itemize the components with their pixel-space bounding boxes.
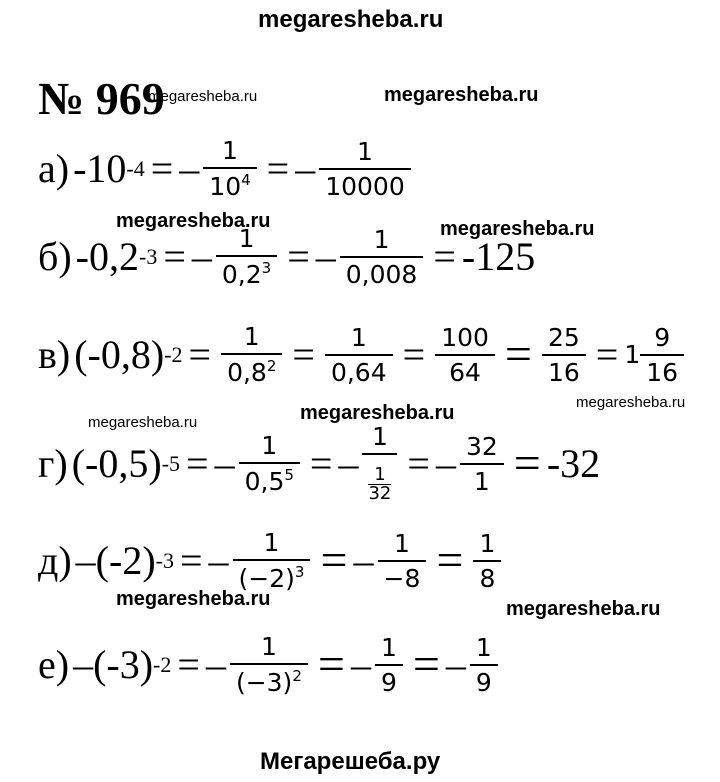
equals-sign: = [292, 331, 315, 377]
lhs-base: (-0,5) [71, 440, 162, 486]
row-label: в) [38, 331, 71, 377]
lhs-base: (-0,8) [74, 331, 165, 377]
minus-sign: – [179, 145, 200, 191]
row-b [38, 226, 535, 287]
equals-sign: = [287, 233, 310, 279]
result: -125 [461, 233, 536, 279]
fraction: $\frac{1}{0,008}$ [340, 227, 424, 287]
equals-sign: = [595, 331, 619, 377]
equals-sign: = [266, 145, 290, 191]
minus-sign: – [445, 641, 466, 687]
minus-sign: – [295, 145, 316, 191]
minus-sign: – [205, 641, 226, 687]
watermark: megaresheba.ru [300, 402, 455, 424]
row-label: е) [38, 641, 70, 687]
row-label: г) [38, 440, 68, 486]
minus-sign: – [191, 233, 212, 279]
equals-sign: = [412, 637, 440, 691]
row-v [38, 324, 688, 385]
equals-sign: = [163, 233, 186, 279]
fraction: $\frac{1}{0,64}$ [325, 325, 393, 385]
equals-sign: = [433, 233, 456, 279]
fraction: $\frac{1}{9}$ [470, 635, 498, 695]
fraction: $\frac{100}{64}$ [435, 325, 495, 385]
minus-sign: – [435, 440, 456, 486]
minus-sign: – [214, 440, 235, 486]
problem-number: № 969 [38, 73, 165, 124]
lhs-exponent: -3 [139, 243, 158, 269]
fraction: $\frac{25}{16}$ [542, 325, 586, 385]
lhs-exponent: -5 [161, 450, 181, 476]
equals-sign: = [513, 436, 541, 490]
watermark: megaresheba.ru [576, 394, 686, 411]
fraction: $\frac{1}{(-3)^2}$ [230, 634, 308, 695]
mixed-number: 1 $\frac{9}{16}$ [624, 325, 688, 385]
lhs-exponent: -2 [153, 651, 172, 677]
lhs-exponent: -2 [164, 341, 183, 367]
minus-sign: – [350, 641, 371, 687]
equals-sign: = [177, 641, 200, 687]
watermark: megaresheba.ru [88, 414, 198, 431]
watermark: megaresheba.ru [116, 588, 271, 610]
lhs-base: –(-2) [75, 537, 156, 583]
minus-sign: – [208, 537, 229, 583]
watermark: megaresheba.ru [384, 84, 539, 106]
lhs-exponent: -4 [126, 155, 145, 181]
watermark-bottom: Мегарешеба.ру [260, 748, 441, 775]
equals-sign: = [150, 145, 174, 191]
fraction: $\frac{1}{10000}$ [319, 139, 411, 199]
lhs-base: –(-3) [73, 641, 154, 687]
minus-sign: – [338, 440, 359, 486]
equals-sign: = [179, 537, 203, 583]
equals-sign: = [436, 533, 464, 587]
row-e [38, 634, 502, 695]
fraction: $\frac{1}{10^4}$ [203, 138, 256, 199]
equals-sign: = [186, 440, 209, 486]
fraction: $\frac{1}{8}$ [473, 531, 501, 591]
fraction: $\frac{1}{0,8^2}$ [221, 324, 282, 385]
row-a [38, 138, 415, 199]
equals-sign: = [188, 331, 212, 377]
watermark: megaresheba.ru [148, 88, 258, 105]
lhs-base: -10 [73, 145, 127, 191]
fraction: $\frac{1}{0,5^5}$ [239, 433, 300, 494]
watermark: megaresheba.ru [116, 210, 271, 232]
row-label: а) [38, 145, 70, 191]
equals-sign: = [504, 327, 532, 381]
minus-sign: – [353, 537, 374, 583]
equals-sign: = [407, 440, 430, 486]
minus-sign: – [315, 233, 336, 279]
lhs-base: -0,2 [75, 233, 139, 279]
fraction: $\frac{32}{1}$ [460, 434, 504, 494]
row-d [38, 530, 505, 591]
equals-sign: = [317, 637, 345, 691]
watermark: megaresheba.ru [506, 598, 661, 620]
fraction: $\frac{1}{(-2)^3}$ [233, 530, 311, 591]
lhs-exponent: -3 [155, 547, 174, 573]
result: -32 [546, 440, 601, 486]
row-label: д) [38, 537, 72, 583]
row-g [38, 424, 600, 503]
row-label: б) [38, 233, 72, 279]
watermark-top: megaresheba.ru [258, 6, 444, 33]
equals-sign: = [309, 440, 333, 486]
equals-sign: = [320, 533, 348, 587]
equals-sign: = [402, 331, 426, 377]
fraction: $\frac{1}{0,2^3}$ [216, 226, 277, 287]
fraction: $\frac{1}{\frac{1}{32}}$ [362, 424, 397, 503]
watermark: megaresheba.ru [440, 218, 595, 240]
fraction: $\frac{1}{-8}$ [378, 531, 427, 591]
fraction: $\frac{1}{9}$ [375, 635, 403, 695]
